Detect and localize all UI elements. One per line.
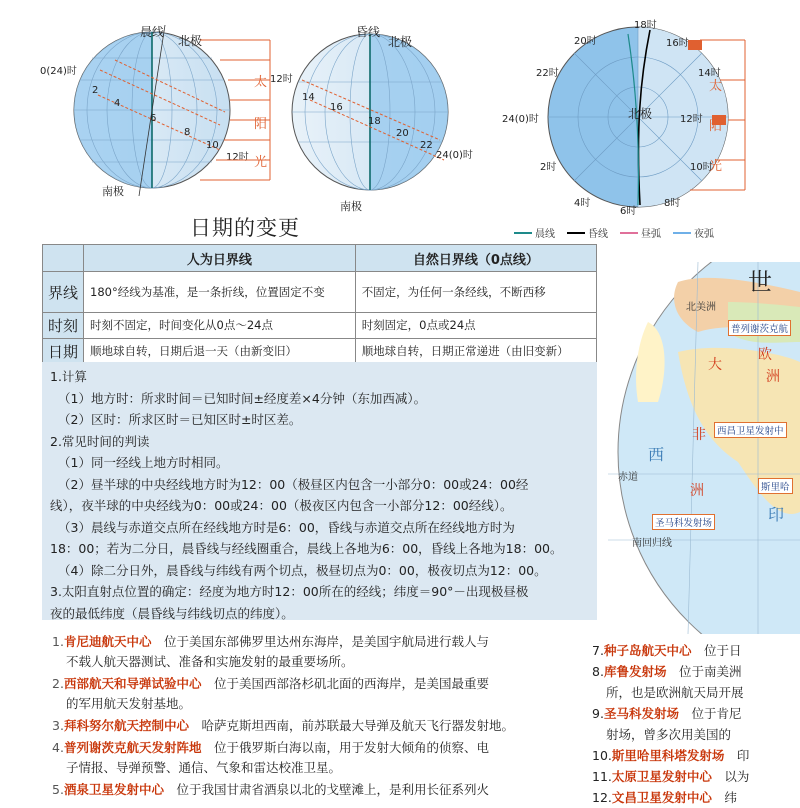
list-item: 12.文昌卫星发射中心 纬 (592, 790, 737, 805)
list-item: 10.斯里哈里科塔发射场 印 (592, 748, 750, 763)
g2-hour: 20 (396, 128, 409, 139)
list-item: 8.库鲁发射场 位于南美洲 (592, 664, 742, 679)
map-label-tropic: 南回归线 (632, 538, 672, 549)
legend-item-nightarc: 夜弧 (673, 225, 714, 240)
tag-plesetsk: 普列谢茨克航 (728, 320, 791, 336)
polar-hour: 4时 (574, 198, 591, 209)
list-item: 7.种子岛航天中心 位于日 (592, 643, 742, 658)
table-header-natural: 自然日界线（0点线） (355, 245, 596, 272)
figure-title: 日期的变更 (190, 216, 300, 240)
polar-hour: 18时 (634, 20, 657, 31)
polar-hour: 20时 (574, 36, 597, 47)
polar-hour: 16时 (666, 38, 689, 49)
cell-artificial: 180°经线为基准，是一条折线，位置固定不变 (84, 272, 356, 313)
g2-top-line-label: 昏线 (356, 25, 381, 39)
cell-artificial: 顺地球自转，日期后退一天（由新变旧） (84, 339, 356, 365)
earth-rotation-figure (40, 0, 760, 245)
list-item: 5.酒泉卫星发射中心 位于我国甘肃省酒泉以北的戈壁滩上，是利用长征系列火 (52, 782, 489, 797)
map-label-euro: 欧 (758, 347, 772, 363)
sun-char-p2: 阳 (709, 119, 723, 134)
calc-line: （4）除二分日外，晨昏线与纬线有两个切点，极昼切点为0：00，极夜切点为12：00。 (58, 562, 547, 578)
g1-hour: 6 (150, 113, 157, 124)
map-label-atlantic: 西 (648, 445, 665, 464)
legend-item-evening: 昏线 (567, 225, 608, 240)
calc-line: （1）同一经线上地方时相同。 (58, 455, 229, 470)
calc-line: 1.计算 (50, 369, 87, 384)
table-row (43, 313, 597, 339)
polar-hour: 2时 (540, 162, 557, 173)
row-head: 日期 (43, 339, 84, 365)
g2-hour: 14 (302, 92, 315, 103)
table-header-row (43, 245, 597, 272)
list-item: 11.太原卫星发射中心 以为 (592, 769, 750, 784)
calc-line: 3.太阳直射点位置的确定：经度为地方时12：00所在的经线；纬度＝90°－出现极昼极 (50, 584, 529, 599)
list-item: 9.圣马科发射场 位于肯尼 (592, 706, 742, 721)
list-item: 4.普列谢茨克航天发射阵地 位于俄罗斯白海以南，用于发射大倾角的侦察、电 子情报、导弹预警、通信、气象和雷达校准卫星。 (52, 740, 489, 775)
g1-hour: 4 (114, 98, 121, 109)
world-map-svg (608, 262, 800, 634)
space-centers-list (52, 632, 592, 802)
polar-hour: 14时 (698, 68, 721, 79)
g1-south-label: 南极 (102, 185, 124, 198)
map-label-africa: 非 (692, 427, 706, 443)
polar-hour: 22时 (536, 68, 559, 79)
g2-hour: 16 (330, 102, 343, 113)
world-map (608, 262, 800, 634)
table-row (43, 272, 597, 313)
tag-sriharikota: 斯里哈 (758, 478, 793, 494)
tag-san-marco: 圣马科发射场 (652, 514, 715, 530)
globe-evening (292, 34, 448, 190)
left-margin (0, 0, 40, 800)
legend-item-dayarc: 昼弧 (620, 225, 661, 240)
g2-hour: 18 (368, 116, 381, 127)
globe-morning (74, 25, 230, 196)
calc-line: （2）昼半球的中央经线地方时为12：00（极昼区内包含一小部分0：00或24：00经 (58, 476, 529, 492)
list-item: 2.西部航天和导弹试验中心 位于美国西部洛杉矶北面的西海岸，是美国最重要 的军用航天发射基地。 (52, 676, 489, 711)
g1-top-line-label: 晨线 (140, 25, 165, 39)
g2-pole-label: 北极 (388, 35, 413, 49)
cell-natural: 时刻固定，0点或24点 (355, 313, 596, 339)
world-map-title: 世 (748, 268, 772, 296)
dateline-comparison-table (42, 244, 597, 365)
table-header-corner (43, 245, 84, 272)
map-label-zhou: 洲 (766, 369, 780, 385)
sun-char-2: 阳 (254, 117, 268, 132)
calc-line: （1）地方时：所求时间＝已知时间±经度差×4分钟（东加西减）。 (58, 390, 427, 406)
cell-natural: 不固定，为任何一条经线，不断西移 (355, 272, 596, 313)
g1-hour: 10 (206, 140, 219, 151)
sun-char-1: 太 (254, 75, 268, 90)
cell-artificial: 时刻不固定，时间变化从0点～24点 (84, 313, 356, 339)
sun-char-3: 光 (254, 155, 268, 170)
g2-left-time-label: 12时 (270, 74, 293, 85)
list-item: 所，也是欧洲航天局开展 (606, 685, 744, 700)
map-label-indian: 印 (768, 505, 785, 524)
g1-hour: 2 (92, 85, 99, 96)
cell-natural: 顺地球自转，日期正常递进（由旧变新） (355, 339, 596, 365)
polar-hour: 10时 (690, 162, 713, 173)
list-item: 1.肯尼迪航天中心 位于美国东部佛罗里达州东海岸，是美国宇航局进行载人与 不载人航天器测试、准备和实施发射的最重要场所。 (52, 634, 489, 669)
g1-pole-label: 北极 (178, 34, 203, 48)
g2-hour: 22 (420, 140, 433, 151)
tag-xichang: 西昌卫星发射中 (714, 422, 787, 438)
row-head: 界线 (43, 272, 84, 313)
list-item: 射场，曾多次用美国的 (606, 727, 732, 742)
map-label-da: 大 (708, 357, 722, 373)
polar-hour: 12时 (680, 114, 703, 125)
map-label-asia: 洲 (690, 483, 704, 499)
calc-line: 线），夜半球的中央经线为0：00或24：00（极夜区内包含一小部分12：00经线）。 (50, 498, 513, 513)
calc-line: （2）区时：所求区时＝已知区时±时区差。 (58, 412, 302, 427)
sun-char-p3: 光 (709, 159, 723, 174)
g1-left-time-label: 0(24)时 (40, 66, 77, 77)
g1-hour: 8 (184, 127, 191, 138)
g1-hour: 12时 (226, 152, 249, 163)
map-label-equator: 赤道 (618, 472, 638, 483)
polar-hour: 8时 (664, 198, 681, 209)
list-item: 3.拜科努尔航天控制中心 哈萨克斯坦西南，前苏联最大导弹及航天飞行器发射地。 (52, 718, 514, 733)
calculation-notes (42, 362, 597, 620)
polar-hour: 6时 (620, 206, 637, 217)
polar-hour: 24(0)时 (502, 114, 539, 125)
calc-line: 2.常见时间的判读 (50, 433, 150, 449)
calc-line: 夜的最低纬度（晨昏线与纬线切点的纬度）。 (50, 605, 294, 621)
legend-item-morning: 晨线 (514, 225, 555, 240)
map-label-north-america: 北美洲 (686, 302, 716, 313)
calc-line: 18：00；若为二分日，晨昏线与经线圈重合，晨线上各地为6：00，昏线上各地为18：00。 (50, 541, 563, 556)
table-header-artificial: 人为日界线 (84, 245, 356, 272)
row-head: 时刻 (43, 313, 84, 339)
table-row (43, 339, 597, 365)
g2-south-label: 南极 (340, 200, 362, 213)
polar-center-label: 北极 (628, 107, 653, 121)
space-centers-list-right (592, 640, 762, 808)
g2-right-time-label: 24(0)时 (436, 150, 473, 161)
figure-legend (514, 225, 714, 240)
sun-char-p1: 太 (709, 79, 723, 94)
calc-line: （3）晨线与赤道交点所在经线地方时是6：00，昏线与赤道交点所在经线地方时为 (58, 519, 515, 535)
